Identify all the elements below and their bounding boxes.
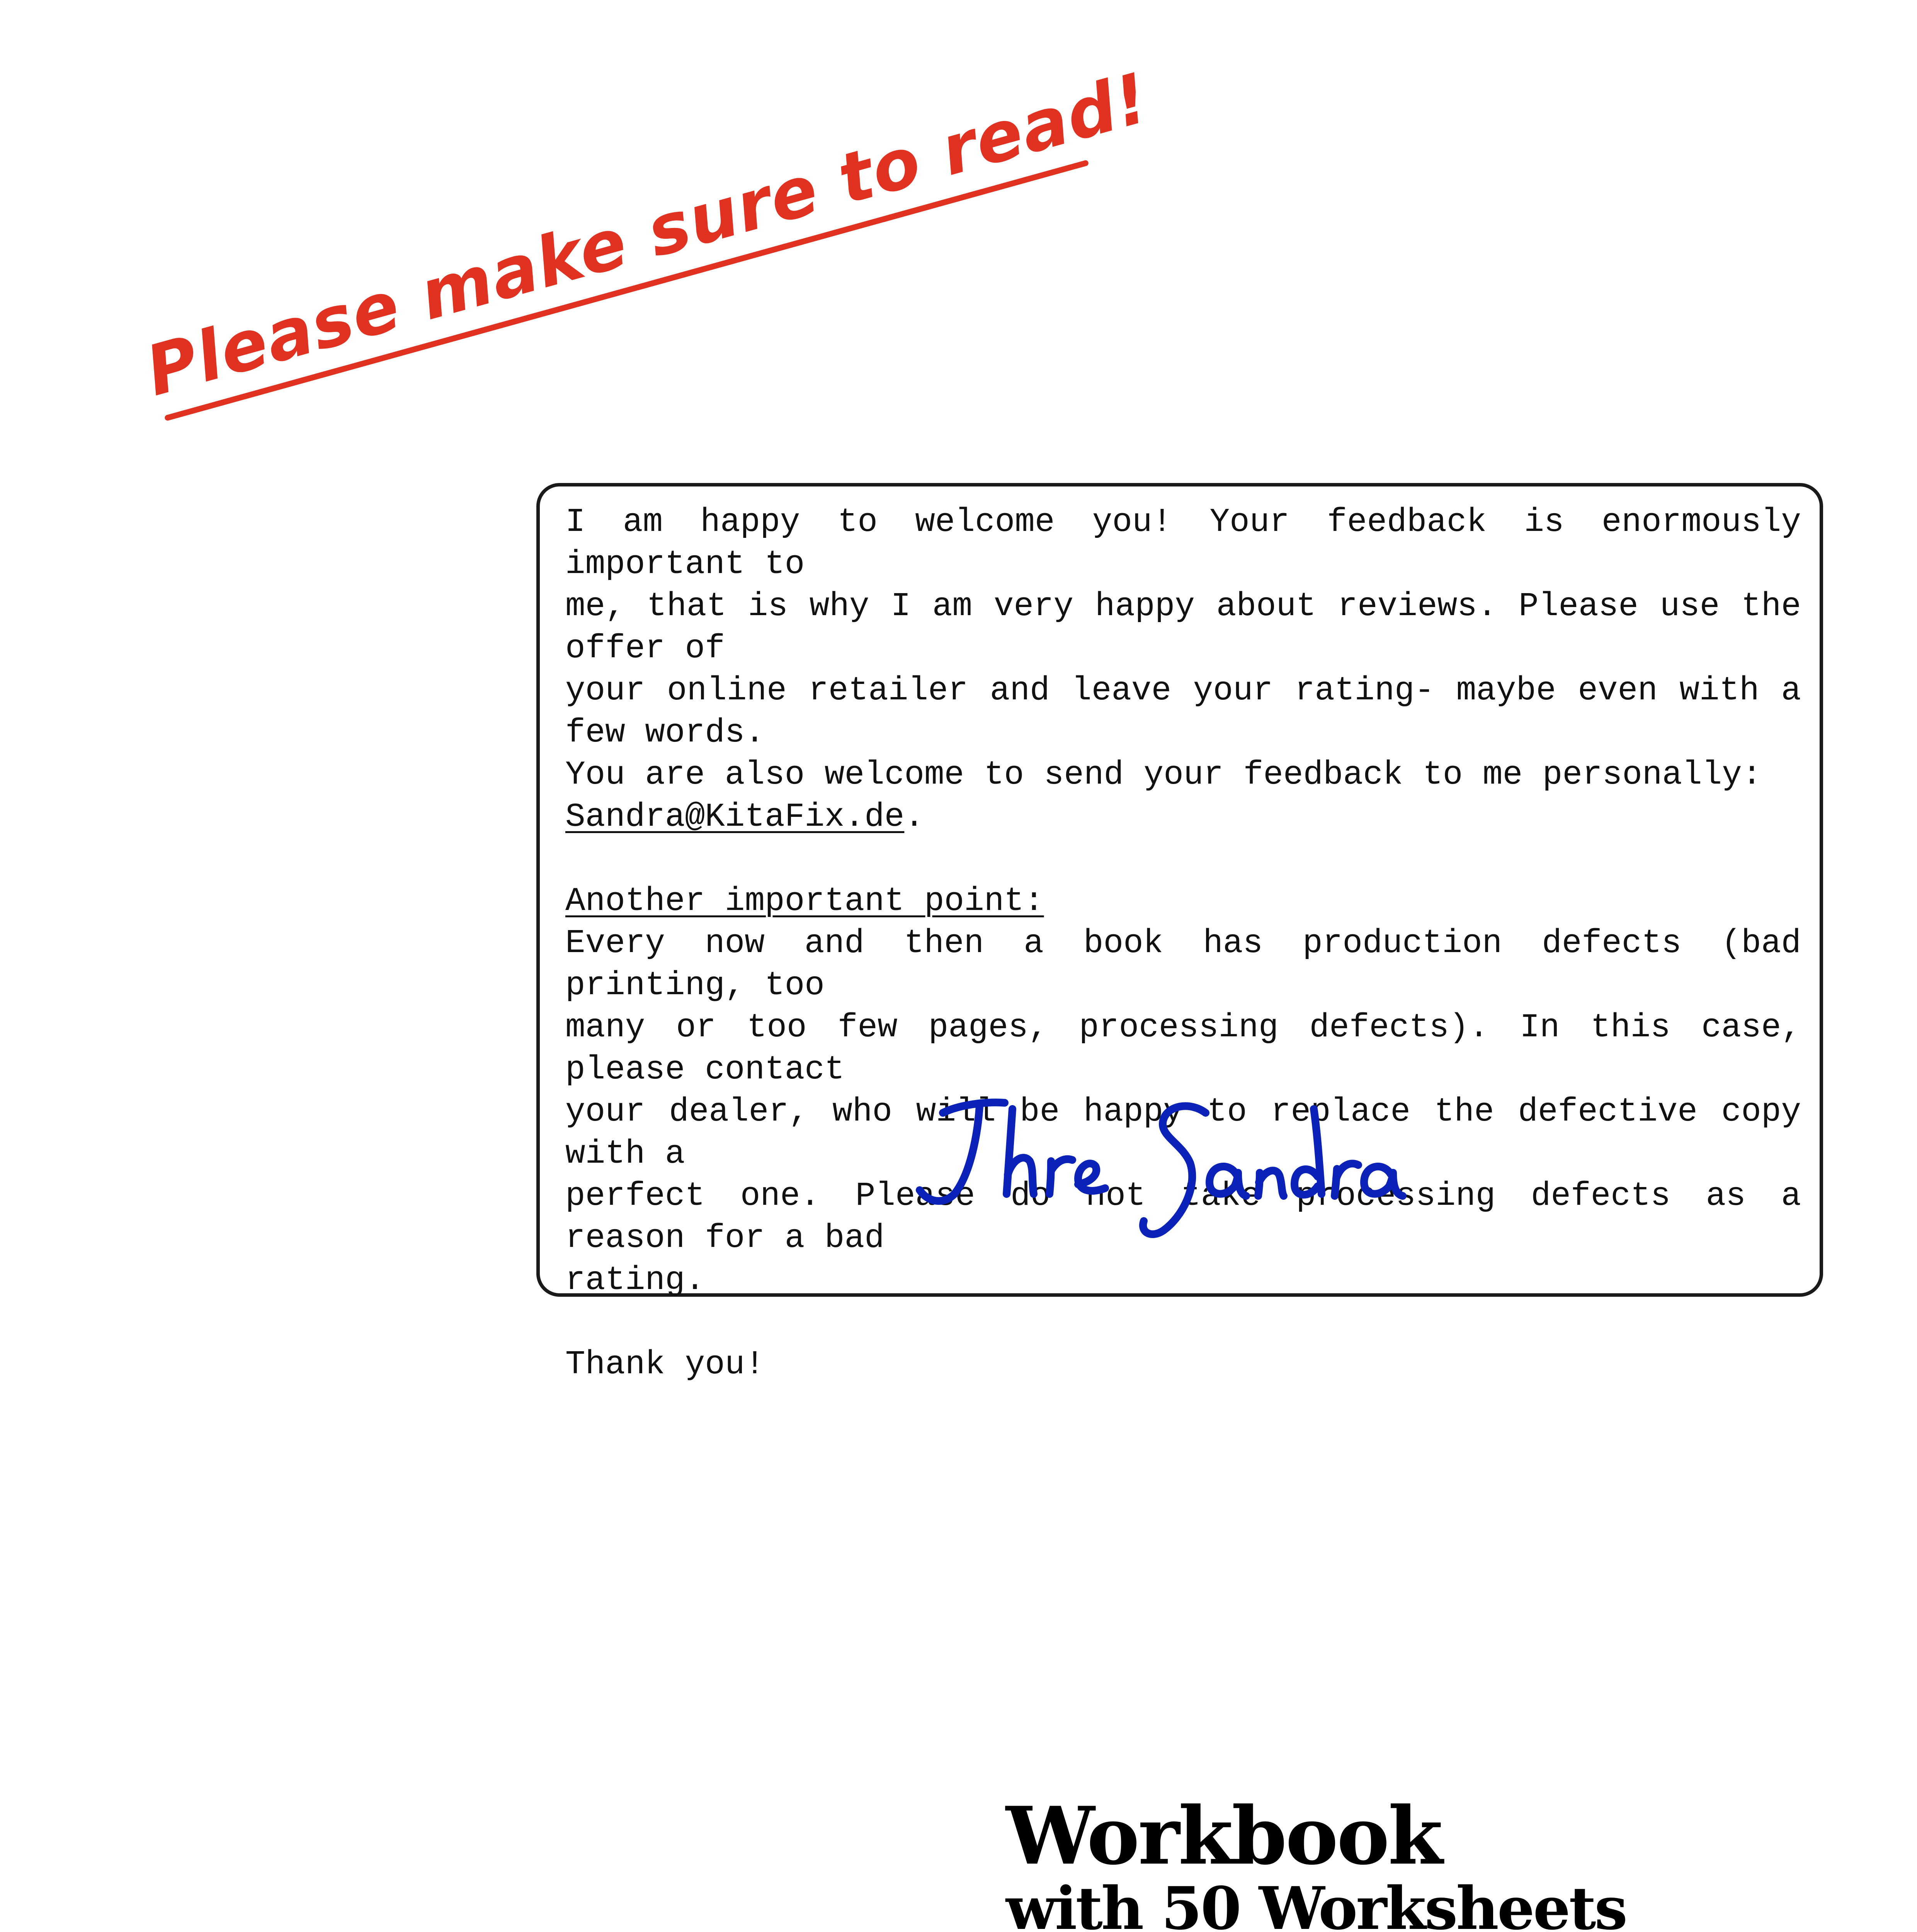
- letter-paragraph-2-line-1: Every now and then a book has production defects (bad printing, too: [565, 924, 1801, 1004]
- letter-closing: Thank you!: [565, 1345, 765, 1383]
- book-title-subline: with 50 Worksheets: [1006, 1874, 1626, 1932]
- letter-paragraph-1-tail: You are also welcome to send your feedback to me personally:: [565, 756, 1762, 794]
- letter-spacer-1: [565, 838, 1801, 880]
- email-link[interactable]: Sandra@KitaFix.de: [565, 798, 905, 836]
- read-notice-text: Please make sure to read!: [137, 58, 1157, 412]
- letter-spacer-2: [565, 1301, 1801, 1344]
- letter-paragraph-2-line-4: perfect one. Please do not take processing defects as a reason for a bad: [565, 1177, 1801, 1257]
- letter-paragraph-2-line-2: many or too few pages, processing defects). In this case, please contact: [565, 1009, 1801, 1088]
- read-notice-banner: [137, 58, 1157, 452]
- signature-image: [896, 1078, 1476, 1271]
- book-title-block: [1006, 1790, 1856, 1932]
- letter-paragraph-1-line-1: I am happy to welcome you! Your feedback is enormously important to: [565, 503, 1801, 583]
- letter-paragraph-1-line-3: your online retailer and leave your rating- maybe even with a few words.: [565, 672, 1801, 752]
- book-title: Workbook: [1006, 1790, 1442, 1883]
- letter-email-line: [565, 796, 1801, 838]
- letter-paragraph-2-line-3: your dealer, who will be happy to replace the defective copy with a: [565, 1093, 1801, 1173]
- email-suffix: .: [904, 798, 924, 836]
- letter-paragraph-2-tail: rating.: [565, 1261, 705, 1299]
- letter-heading: Another important point:: [565, 882, 1044, 920]
- letter-paragraph-1-line-2: me, that is why I am very happy about reviews. Please use the offer of: [565, 587, 1801, 667]
